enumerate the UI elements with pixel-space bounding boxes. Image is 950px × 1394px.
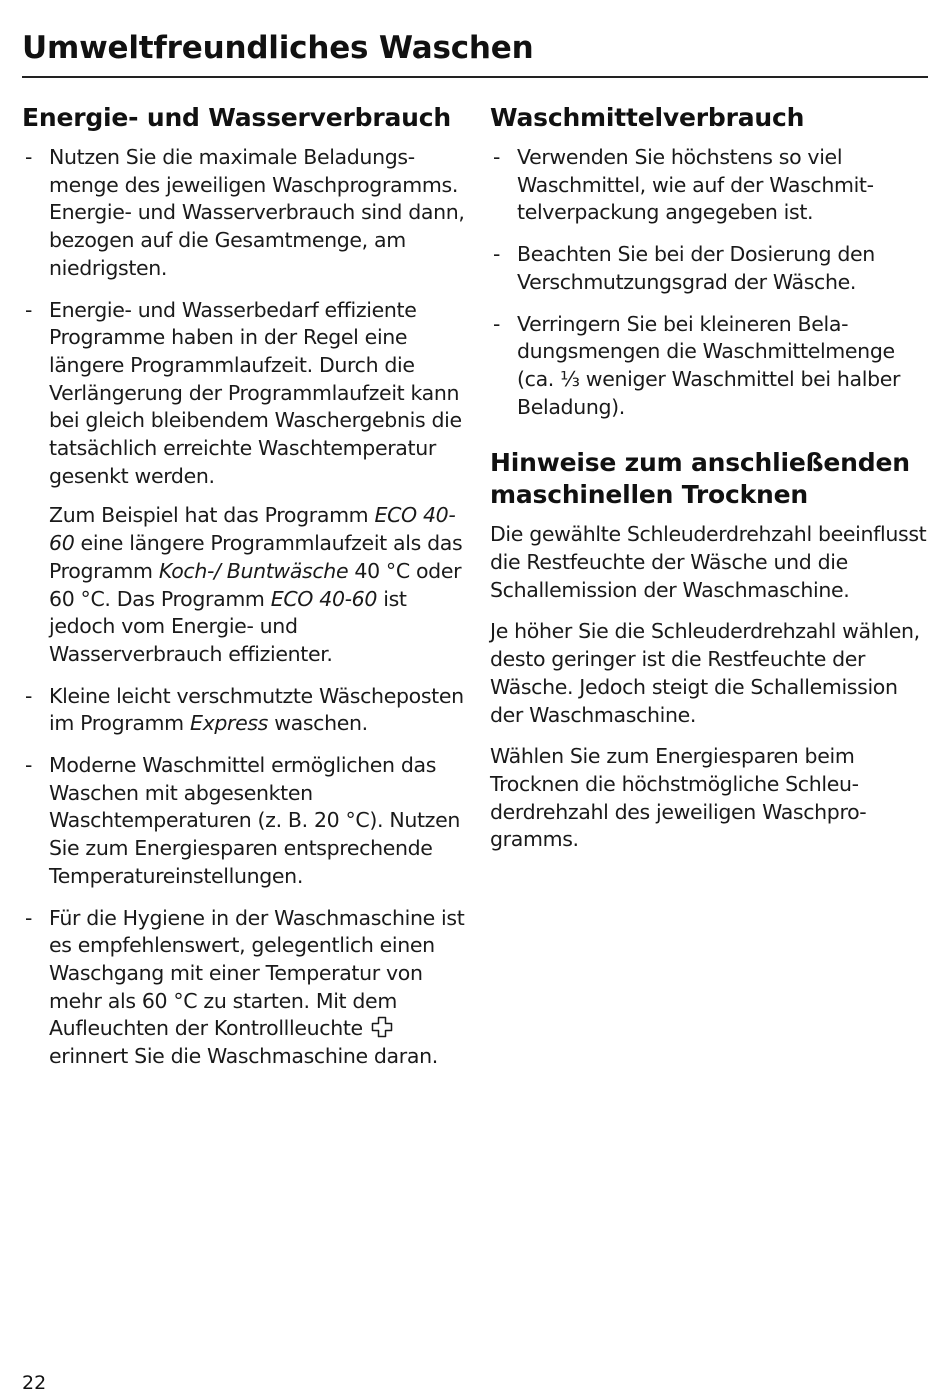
list-item: - Kleine leicht verschmutzte Wäscheposten im Programm Express waschen.	[22, 683, 467, 738]
paragraph: Die gewählte Schleuderdrehzahl beeinflusst die Restfeuchte der Wäsche und die Schallemission der Waschmaschine.	[490, 522, 927, 602]
paragraph: Wählen Sie zum Energiesparen beim Trocknen die höchstmögliche Schleuderdrehzahl des jeweiligen Waschprogramms.	[490, 744, 867, 852]
hygiene-cross-icon	[371, 1016, 393, 1038]
section-heading-detergent: Waschmittelverbrauch	[490, 103, 805, 132]
program-name: ECO 40-60	[270, 586, 378, 611]
page-title: Umweltfreundliches Waschen	[22, 30, 534, 66]
program-name: Koch-/ Buntwäsche	[158, 558, 349, 583]
list-item: - Verwenden Sie höchstens so viel Waschmittel, wie auf der Waschmittelverpackung angegeben ist.	[490, 144, 935, 227]
title-divider	[22, 76, 928, 78]
section-heading-energy-water: Energie- und Wasserverbrauch	[22, 103, 451, 132]
right-column	[490, 102, 935, 868]
list-item: - Energie- und Wasserbedarf effiziente Programme haben in der Regel eine längere Programmlaufzeit. Durch die Verlängerung der Programmlaufzeit kann bei gleich bleibendem Waschergebnis die tatsächlich erreichte Waschtemperatur gesenkt werden. Zum Beispiel hat das Programm ECO 40-60 eine längere Programmlaufzeit als das Programm Koch-/ Buntwäsche 40 °C oder 60 °C. Das Programm ECO 40-60 ist jedoch vom Energie- und Wasserverbrauch effizienter.	[22, 297, 467, 669]
program-name: Express	[189, 711, 269, 736]
page-number: 22	[22, 1372, 47, 1394]
left-column	[22, 102, 467, 1085]
detergent-tips-list	[490, 144, 935, 421]
list-item: - Moderne Waschmittel ermöglichen das Waschen mit abgesenkten Waschtemperaturen (z. B. 20 °C). Nutzen Sie zum Energiesparen entsprechende Temperatureinstellungen.	[22, 752, 467, 891]
list-item: - Nutzen Sie die maximale Beladungsmenge des jeweiligen Waschprogramms. Energie- und Wasserverbrauch sind dann, bezogen auf die Gesamtmenge, am niedrigsten.	[22, 144, 467, 283]
list-item: - Verringern Sie bei kleineren Beladungsmengen die Waschmittelmenge (ca. ⅓ weniger Waschmittel bei halber Beladung).	[490, 311, 935, 422]
energy-tips-list	[22, 144, 467, 1071]
paragraph: Je höher Sie die Schleuderdrehzahl wählen, desto geringer ist die Restfeuchte der Wäsche. Jedoch steigt die Schallemission der Waschmaschine.	[490, 619, 920, 727]
list-item: - Für die Hygiene in der Waschmaschine ist es empfehlenswert, gelegentlich einen Waschgang mit einer Temperatur von mehr als 60 °C zu starten. Mit dem Aufleuchten der Kontrollleuchte erinnert Sie die Waschmaschine daran.	[22, 905, 467, 1071]
example-note: Zum Beispiel hat das Programm ECO 40-60 eine längere Programmlaufzeit als das Programm Koch-/ Buntwäsche 40 °C oder 60 °C. Das Programm ECO 40-60 ist jedoch vom Energie- und Wasserverbrauch effizienter.	[49, 503, 463, 666]
list-item: - Beachten Sie bei der Dosierung den Verschmutzungsgrad der Wäsche.	[490, 241, 935, 296]
program-name: ECO 40-60	[49, 503, 456, 556]
section-heading-drying: Hinweise zum anschließenden maschinellen Trocknen	[490, 448, 910, 510]
